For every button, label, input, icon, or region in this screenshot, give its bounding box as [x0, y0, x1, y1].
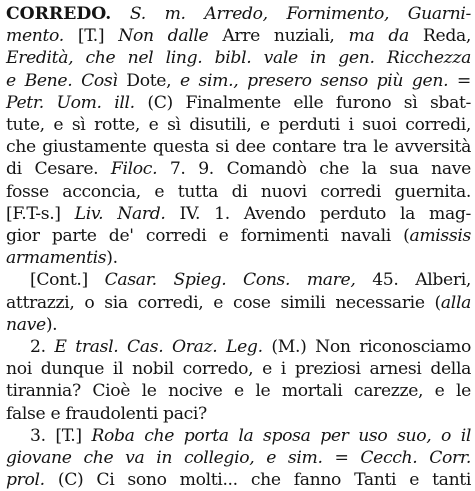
- entry-line: [6, 158, 471, 180]
- entry-line: [6, 92, 471, 114]
- roman-text: ).: [106, 248, 118, 269]
- italic-text: Petr. Uom. ill.: [6, 92, 148, 113]
- roman-text: 45. Alberi,: [372, 270, 472, 291]
- roman-text: (C) Ci sono molti... che fanno Tanti e tanti: [57, 470, 472, 491]
- italic-text: Liv. Nard.: [74, 203, 180, 224]
- headword: CORREDO.: [6, 4, 112, 24]
- entry-line: [6, 70, 471, 92]
- italic-text: S. m. Arredo, Fornimento, Guarni-: [111, 4, 471, 24]
- italic-text: Non dalle: [118, 26, 223, 47]
- italic-text: amissis: [409, 226, 471, 246]
- roman-text: Reda,: [422, 26, 471, 47]
- italic-text: armamentis: [6, 248, 107, 269]
- italic-text: e Bene. Così: [6, 70, 127, 91]
- roman-text: (M.) Non riconosciamo: [271, 337, 472, 357]
- italic-text: mento.: [6, 26, 78, 47]
- roman-text: gior parte de' corredi e fornimenti navali (: [6, 226, 410, 246]
- roman-text: Dote,: [126, 70, 180, 91]
- roman-text: (C) Finalmente elle furono sì sbat-: [147, 92, 471, 113]
- italic-text: Eredità, che nel ling. bibl. vale in gen. Ricchezza: [6, 48, 471, 69]
- roman-text: 7. 9. Comandò che la sua nave: [169, 159, 471, 180]
- entry-line: [6, 225, 471, 247]
- entry-line: [6, 181, 471, 203]
- entry-line: [6, 47, 471, 69]
- entry-line: [6, 3, 471, 25]
- italic-text: alla: [440, 292, 471, 313]
- italic-text: giovane che va in collegio, e sim. = Cecch. Corr.: [6, 448, 471, 468]
- roman-text: 3. [T.]: [30, 425, 92, 446]
- roman-text: di Cesare.: [6, 159, 111, 180]
- entry-line: [6, 203, 471, 225]
- entry-line: [6, 114, 471, 136]
- italic-text: prol.: [6, 470, 58, 491]
- entry-line: [6, 447, 471, 469]
- italic-text: e sim., presero senso più gen. =: [179, 70, 471, 91]
- italic-text: Roba che porta la sposa per uso suo, o il: [91, 425, 471, 446]
- entry-line: [6, 314, 471, 336]
- entry-line: [30, 425, 471, 447]
- entry-line: [6, 292, 471, 314]
- entry-line: [6, 25, 471, 47]
- italic-text: Filoc.: [110, 159, 170, 180]
- roman-text: ).: [45, 314, 58, 335]
- roman-text: tirannia? Cioè le nocive e le mortali carezze, e le: [6, 381, 471, 402]
- entry-line: [6, 247, 471, 269]
- entry-line: [6, 403, 471, 425]
- roman-text: [Cont.]: [30, 270, 105, 291]
- roman-text: IV. 1. Avendo perduto la mag-: [179, 203, 471, 224]
- roman-text: Arre nuziali,: [222, 26, 349, 47]
- entry-line: [30, 269, 471, 291]
- roman-text: tute, e sì rotte, e sì disutili, e perduti i suoi corredi,: [6, 115, 471, 135]
- roman-text: [F.T-s.]: [6, 203, 75, 224]
- roman-text: che giustamente questa si dee contare tra le avversità: [6, 137, 471, 158]
- entry-line: [6, 469, 471, 491]
- roman-text: fosse acconcia, e tutta di nuovi corredi guernita.: [6, 181, 471, 202]
- italic-text: Casar. Spieg. Cons. mare,: [104, 270, 373, 291]
- roman-text: false e fraudolenti paci?: [6, 403, 207, 424]
- roman-text: attrazzi, o sia corredi, e cose simili necessarie (: [6, 292, 441, 313]
- italic-text: nave: [6, 314, 46, 335]
- entry-line: [6, 380, 471, 402]
- entry-line: [30, 336, 471, 358]
- roman-text: 2.: [30, 337, 55, 357]
- italic-text: ma da: [348, 26, 423, 47]
- italic-text: E trasl. Cas. Oraz. Leg.: [54, 337, 272, 357]
- roman-text: noi dunque il nobil corredo, e i preziosi arnesi della: [6, 359, 471, 380]
- entry-line: [6, 136, 471, 158]
- roman-text: [T.]: [77, 26, 119, 47]
- entry-line: [6, 358, 471, 380]
